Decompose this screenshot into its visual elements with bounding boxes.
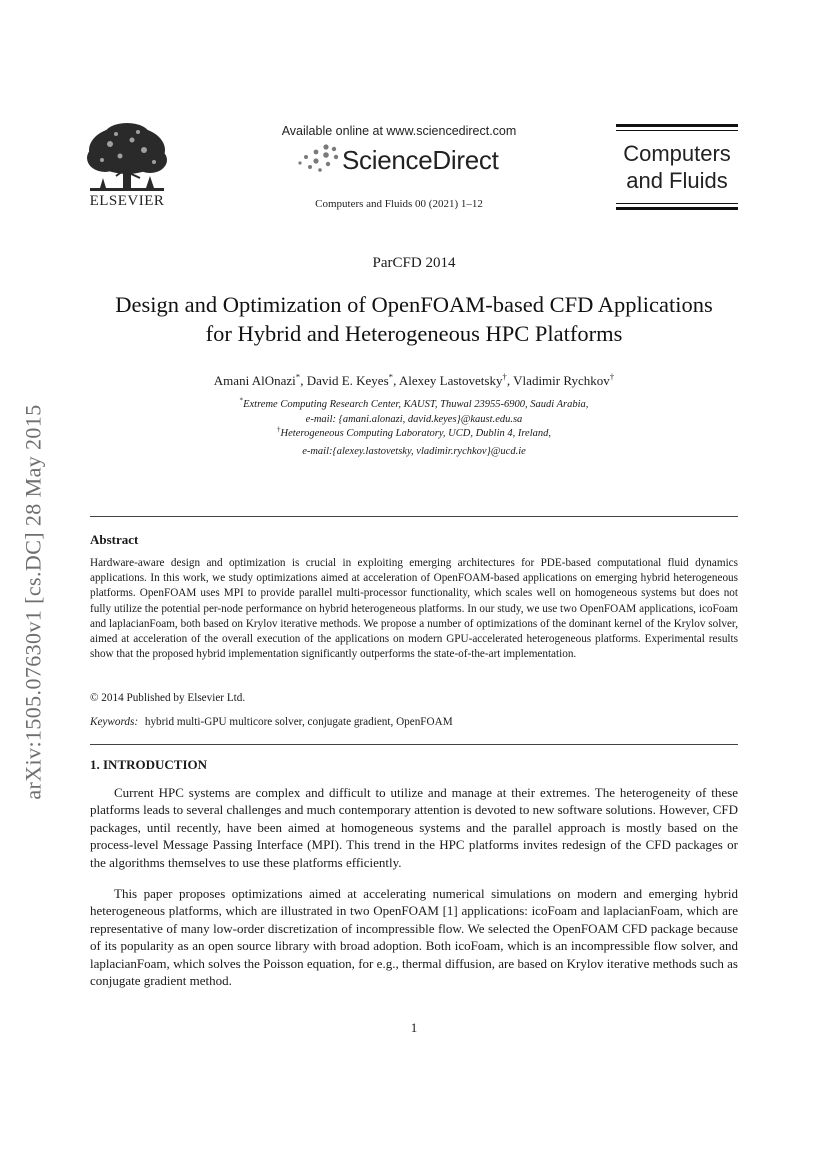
author-list: Amani AlOnazi*, David E. Keyes*, Alexey Lastovetsky†, Vladimir Rychkov†: [213, 371, 615, 388]
keywords-line: [90, 716, 453, 728]
author-name: Alexey Lastovetsky: [398, 373, 503, 388]
available-online-text: Available online at www.sciencedirect.com: [281, 124, 517, 138]
elsevier-wordmark: ELSEVIER: [89, 193, 165, 209]
author-affiliation-mark: †: [502, 371, 507, 382]
author-affiliation-mark: †: [609, 371, 615, 382]
affiliation-1: [0, 398, 828, 413]
journal-box-top-rule-thick: [616, 124, 738, 127]
affiliation-2: [0, 427, 828, 442]
abstract-text: Hardware-aware design and optimization is crucial in exploiting emerging architectures for PDE-based computational fluid dynamics applications. In this work, we study optimizations aimed at acceleration of OpenFOAM-based applications on emerging hybrid heterogeneous platforms. OpenFOAM uses MPI to provide parallel multi-processor functionality, which scales well on homogeneous systems but does not fully utilize the potential per-node performance on hybrid heterogeneous platforms. In our study, we use two OpenFOAM applications, icoFoam and laplacianFoam, both based on Krylov iterative methods. We propose a number of optimizations of the dominant kernel of the Krylov solver, aimed at acceleration of the overall execution of the applications on modern GPU-accelerated heterogeneous platforms. Experimental results show that the proposed hybrid implementation significantly outperforms the state-of-the-art implementation.: [90, 557, 738, 661]
affiliation-1-text: Extreme Computing Research Center, KAUST, Thuwal 23955-6900, Saudi Arabia,: [243, 399, 589, 410]
journal-box-bottom-rule-thin: [616, 203, 738, 204]
arxiv-identifier-text: arXiv:1505.07630v1 [cs.DC] 28 May 2015: [21, 404, 46, 800]
journal-box-top-rule-thin: [616, 130, 738, 131]
intro-paragraph-1: Current HPC systems are complex and difficult to utilize and manage at their extremes. The heterogeneity of these platforms leads to several challenges and much contemporary attention is devoted to new software solutions. However, CFD packages, until recently, have been aimed at homogeneous systems and the parallel approach is mostly based on the process-level Message Passing Interface (MPI). This trend in the HPC platforms invites redesign of the CFD packages or the algorithms themselves to use these platforms efficiently.: [90, 785, 738, 870]
keywords-text: hybrid multi-GPU multicore solver, conjugate gradient, OpenFOAM: [144, 716, 453, 728]
copyright-notice: © 2014 Published by Elsevier Ltd.: [90, 692, 246, 704]
abstract-top-rule: [90, 516, 738, 517]
conference-name: ParCFD 2014: [372, 255, 456, 271]
sciencedirect-wordmark: ScienceDirect: [342, 145, 499, 175]
page-number: 1: [410, 1020, 418, 1035]
affiliation-1-email: e-mail: {amani.alonazi, david.keyes}@kaust.edu.sa: [305, 413, 523, 425]
keywords-label: Keywords:: [90, 716, 139, 728]
affiliation-2-email: e-mail:{alexey.lastovetsky, vladimir.rychkov}@ucd.ie: [302, 445, 526, 457]
abstract-bottom-rule: [90, 744, 738, 745]
journal-citation-line: Computers and Fluids 00 (2021) 1–12: [315, 198, 483, 210]
journal-title-line2: and Fluids: [626, 168, 728, 193]
journal-box-bottom-rule-thick: [616, 207, 738, 210]
section-heading-introduction: 1. INTRODUCTION: [90, 757, 208, 772]
author-name: David E. Keyes: [306, 373, 389, 388]
affiliation-2-mark: †: [276, 425, 281, 434]
intro-paragraph-2: This paper proposes optimizations aimed at accelerating numerical simulations on modern and emerging hybrid heterogeneous platforms, which are illustrated in two OpenFOAM [1] applications: icoFoam and laplacianFoam, which are representative of many low-order discretization of incompressible flow. We selected the OpenFOAM CFD package because of its popularity as an open source library with broad adoption. Both icoFoam, which is an incompressible flow solver, and laplacianFoam, which solves the Poisson equation, for e.g., thermal diffusion, are based on Krylov iterative methods such as conjugate gradient method.: [90, 886, 738, 989]
affiliation-2-text: Heterogeneous Computing Laboratory, UCD, Dublin 4, Ireland,: [280, 428, 552, 439]
author-name: Amani AlOnazi: [213, 373, 296, 388]
journal-title-box: [616, 124, 738, 210]
affiliation-1-mark: *: [239, 396, 244, 405]
abstract-heading: Abstract: [90, 532, 139, 547]
affiliations: [0, 398, 828, 459]
journal-title: [616, 140, 738, 194]
author-name: Vladimir Rychkov: [513, 373, 610, 388]
paper-title-line2: for Hybrid and Heterogeneous HPC Platforms: [205, 321, 623, 346]
paper-title-line1: Design and Optimization of OpenFOAM-based CFD Applications: [115, 292, 713, 317]
paper-title: [60, 290, 768, 348]
author-affiliation-mark: *: [388, 371, 394, 382]
sciencedirect-dots-logo: [296, 143, 340, 173]
journal-title-line1: Computers: [623, 141, 731, 166]
author-affiliation-mark: *: [295, 371, 301, 382]
